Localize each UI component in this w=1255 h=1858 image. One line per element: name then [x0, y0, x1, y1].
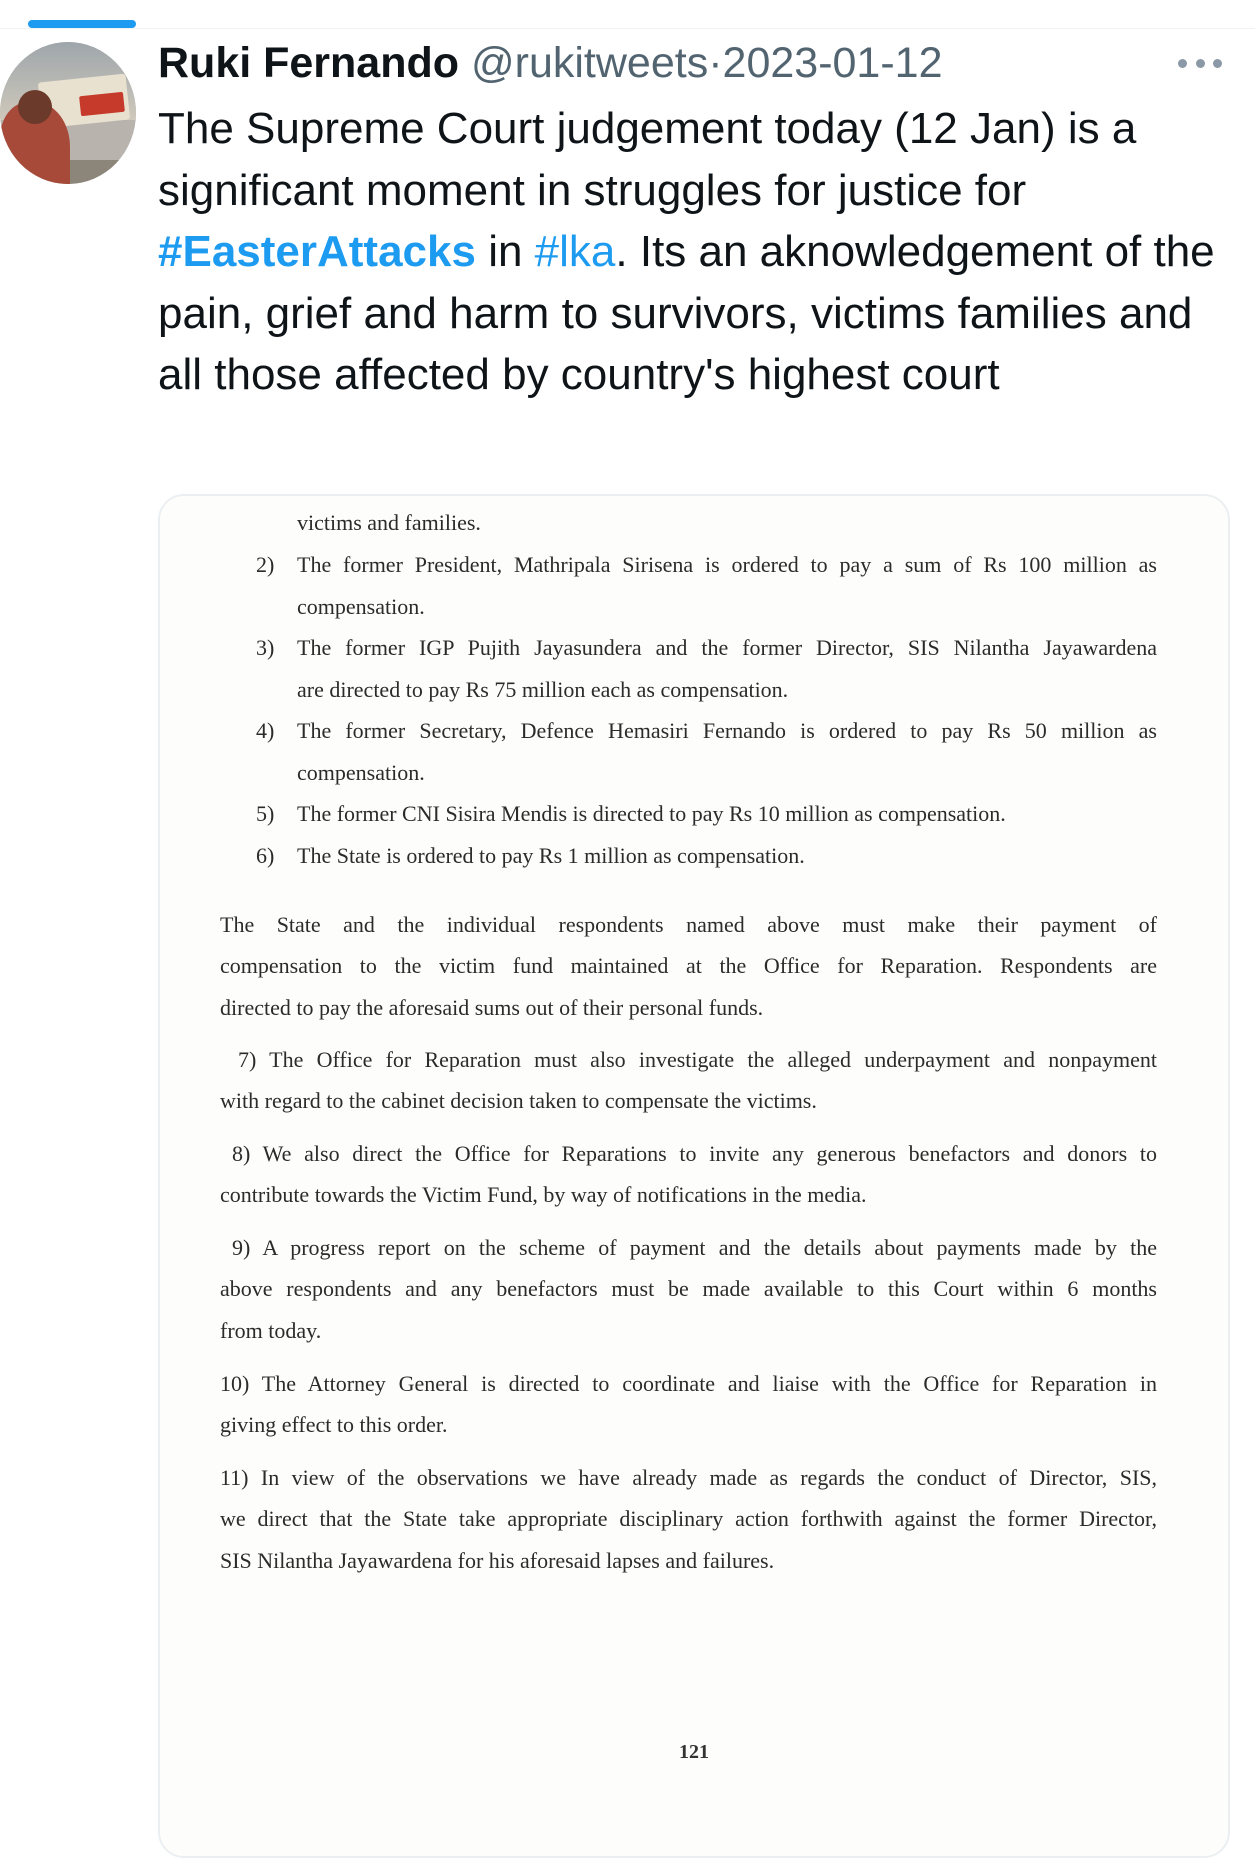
doc-paragraph-line: 8) We also direct the Office for Reparations to invite any generous benefactors and donors to [232, 1141, 1157, 1166]
author-handle[interactable]: @rukitweets [470, 39, 709, 87]
doc-paragraph-line: The State and the individual respondents named above must make their payment of [220, 912, 1157, 937]
doc-paragraph-line: 11) In view of the observations we have already made as regards the conduct of Director, SIS, [220, 1465, 1157, 1490]
doc-line: are directed to pay Rs 75 million each as compensation. [297, 677, 789, 702]
tweet-date[interactable]: 2023-01-12 [722, 39, 943, 87]
avatar[interactable] [0, 42, 136, 184]
doc-paragraph-line: directed to pay the aforesaid sums out of their personal funds. [220, 995, 764, 1020]
more-options-icon[interactable] [1178, 52, 1222, 74]
doc-line: The former Secretary, Defence Hemasiri Fernando is ordered to pay Rs 50 million as [297, 718, 1157, 743]
doc-paragraph-line: SIS Nilantha Jayawardena for his aforesaid lapses and failures. [220, 1548, 775, 1573]
doc-paragraph-line: giving effect to this order. [220, 1412, 448, 1437]
doc-item-number: 2) [256, 552, 275, 577]
doc-item-number: 3) [256, 635, 275, 660]
doc-paragraph-line: 10) The Attorney General is directed to coordinate and liaise with the Office for Reparation in [220, 1371, 1157, 1396]
doc-line: compensation. [297, 594, 425, 619]
doc-paragraph-line: with regard to the cabinet decision taken to compensate the victims. [220, 1088, 817, 1113]
doc-paragraph-line: 9) A progress report on the scheme of payment and the details about payments made by the [232, 1235, 1157, 1260]
tab-indicator [28, 20, 136, 28]
avatar-head [18, 90, 52, 124]
page-number: 121 [679, 1741, 709, 1763]
doc-line: The former IGP Pujith Jayasundera and the former Director, SIS Nilantha Jayawardena [297, 635, 1157, 660]
doc-paragraph-line: contribute towards the Victim Fund, by way of notifications in the media. [220, 1182, 867, 1207]
hashtag-link[interactable]: #EasterAttacks [158, 227, 476, 276]
doc-line: The former CNI Sisira Mendis is directed to pay Rs 10 million as compensation. [297, 801, 1006, 826]
doc-paragraph-line: from today. [220, 1318, 322, 1343]
more-dot [1178, 59, 1187, 68]
doc-item-number: 4) [256, 718, 275, 743]
judgement-document [160, 496, 1228, 1856]
more-dot [1213, 59, 1222, 68]
doc-item-number: 5) [256, 801, 275, 826]
top-divider [0, 28, 1255, 29]
doc-paragraph-line: we direct that the State take appropriate disciplinary action forthwith against the former Director, [220, 1506, 1157, 1531]
doc-line: The State is ordered to pay Rs 1 million as compensation. [297, 843, 805, 868]
more-dot [1196, 59, 1205, 68]
doc-line: The former President, Mathripala Sirisena is ordered to pay a sum of Rs 100 million as [297, 552, 1157, 577]
tweet-text-part: . Its an aknowledgement of the pain, grief and harm to survivors, victims families and all those affected by country's highest court [158, 227, 1215, 399]
doc-paragraph-line: above respondents and any benefactors must be made available to this Court within 6 months [220, 1276, 1157, 1301]
author-name[interactable]: Ruki Fernando [158, 39, 460, 87]
doc-paragraph-line: compensation to the victim fund maintained at the Office for Reparation. Respondents are [220, 953, 1157, 978]
tweet-text-part: in [475, 227, 535, 276]
tweet-header [158, 36, 943, 90]
doc-line: victims and families. [297, 510, 481, 535]
doc-paragraph-line: 7) The Office for Reparation must also investigate the alleged underpayment and nonpayment [238, 1047, 1157, 1072]
doc-line: compensation. [297, 760, 425, 785]
header-separator: · [708, 39, 723, 87]
attached-image[interactable] [158, 494, 1230, 1858]
tweet-text [158, 98, 1228, 406]
hashtag-link[interactable]: #lka [534, 227, 616, 276]
doc-item-number: 6) [256, 843, 275, 868]
tweet-text-part: The Supreme Court judgement today (12 Jan) is a significant moment in struggles for justice for [158, 104, 1137, 215]
